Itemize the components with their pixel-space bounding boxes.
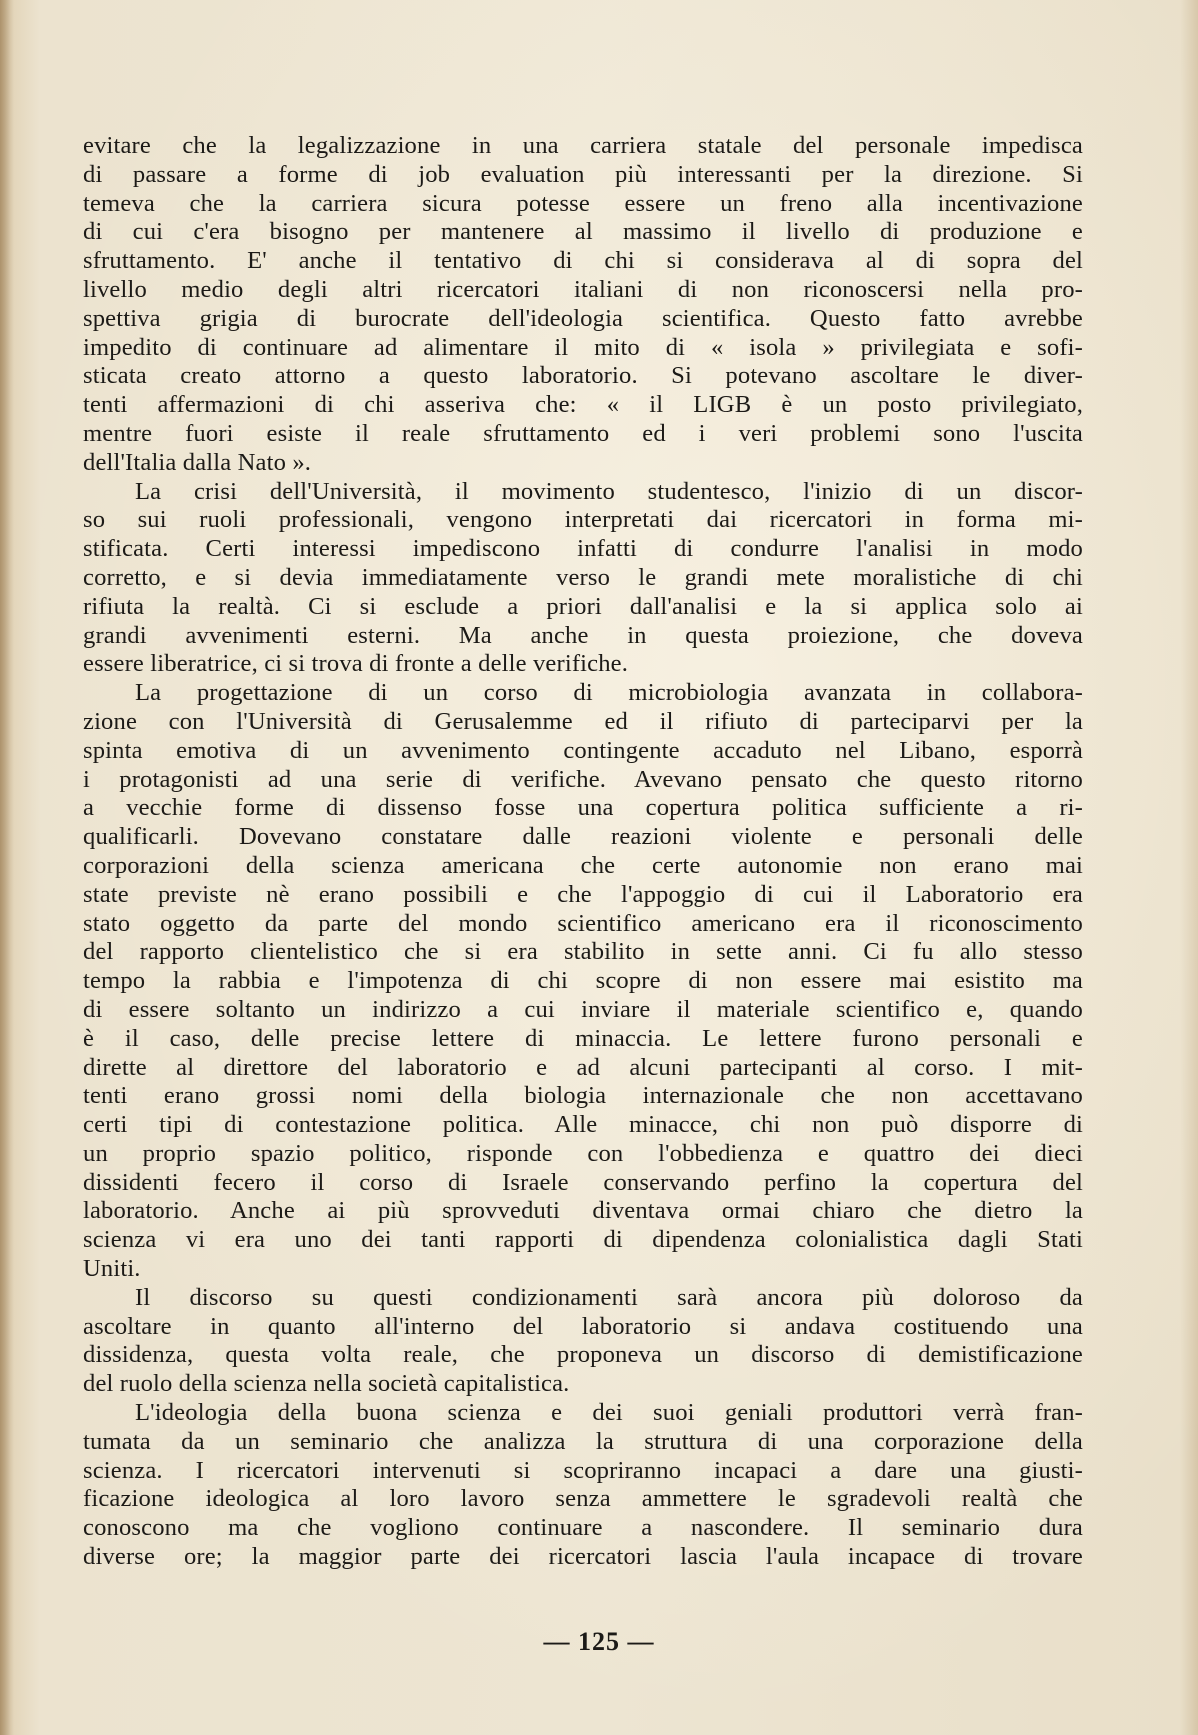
text-line: livello medio degli altri ricercatori italiani di non riconoscersi nella pro- [83, 275, 1083, 303]
text-line: scienza vi era uno dei tanti rapporti di dipendenza colonialistica dagli Stati [83, 1226, 1083, 1254]
text-line: diverse ore; la maggior parte dei ricercatori lascia l'aula incapace di trovare [83, 1543, 1083, 1571]
text-line: certi tipi di contestazione politica. Alle minacce, chi non può disporre di [83, 1111, 1083, 1139]
text-line: spettiva grigia di burocrate dell'ideologia scientifica. Questo fatto avrebbe [83, 304, 1083, 332]
text-line: temeva che la carriera sicura potesse essere un freno alla incentivazione [83, 189, 1083, 217]
text-line: tempo la rabbia e l'impotenza di chi scopre di non essere mai esistito ma [83, 967, 1083, 995]
text-line: La crisi dell'Università, il movimento studentesco, l'inizio di un discor- [135, 477, 1083, 505]
text-line: un proprio spazio politico, risponde con l'obbedienza e quattro dei dieci [83, 1139, 1083, 1167]
text-line: state previste nè erano possibili e che l'appoggio di cui il Laboratorio era [83, 880, 1083, 908]
text-line: laboratorio. Anche ai più sprovveduti diventava ormai chiaro che dietro la [83, 1197, 1083, 1225]
text-line: Il discorso su questi condizionamenti sarà ancora più doloroso da [135, 1283, 1083, 1311]
text-line: dirette al direttore del laboratorio e ad alcuni partecipanti al corso. I mit- [83, 1053, 1083, 1081]
text-line: del ruolo della scienza nella società capitalistica. [83, 1370, 570, 1398]
text-line: Uniti. [83, 1255, 141, 1283]
text-line: è il caso, delle precise lettere di minaccia. Le lettere furono personali e [83, 1024, 1083, 1052]
text-line: di essere soltanto un indirizzo a cui inviare il materiale scientifico e, quando [83, 995, 1083, 1023]
text-line: scienza. I ricercatori intervenuti si scopriranno incapaci a dare una giusti- [83, 1456, 1083, 1484]
text-line: L'ideologia della buona scienza e dei suoi geniali produttori verrà fran- [135, 1399, 1083, 1427]
text-line: corporazioni della scienza americana che certe autonomie non erano mai [83, 851, 1083, 879]
text-line: so sui ruoli professionali, vengono interpretati dai ricercatori in forma mi- [83, 506, 1083, 534]
text-line: a vecchie forme di dissenso fosse una copertura politica sufficiente a ri- [83, 794, 1083, 822]
text-line: tenti affermazioni di chi asseriva che: « il LIGB è un posto privilegiato, [83, 391, 1083, 419]
text-line: ascoltare in quanto all'interno del laboratorio si andava costituendo una [83, 1312, 1083, 1340]
text-line: spinta emotiva di un avvenimento contingente accaduto nel Libano, esporrà [83, 736, 1083, 764]
text-line: ficazione ideologica al loro lavoro senza ammettere le sgradevoli realtà che [83, 1485, 1083, 1513]
text-line: tumata da un seminario che analizza la struttura di una corporazione della [83, 1427, 1083, 1455]
text-line: La progettazione di un corso di microbiologia avanzata in collabora- [135, 679, 1083, 707]
text-line: corretto, e si devia immediatamente verso le grandi mete moralistiche di chi [83, 563, 1083, 591]
text-line: sfruttamento. E' anche il tentativo di chi si considerava al di sopra del [83, 247, 1083, 275]
text-line: essere liberatrice, ci si trova di fronte a delle verifiche. [83, 650, 629, 678]
text-line: stificata. Certi interessi impediscono infatti di condurre l'analisi in modo [83, 535, 1083, 563]
text-line: conoscono ma che vogliono continuare a nascondere. Il seminario dura [83, 1514, 1083, 1542]
text-line: rifiuta la realtà. Ci si esclude a priori dall'analisi e la si applica solo ai [83, 592, 1083, 620]
text-line: di cui c'era bisogno per mantenere al massimo il livello di produzione e [83, 218, 1083, 246]
text-line: stato oggetto da parte del mondo scientifico americano era il riconoscimento [83, 909, 1083, 937]
text-line: evitare che la legalizzazione in una carriera statale del personale impedisca [83, 132, 1083, 159]
text-line: qualificarli. Dovevano constatare dalle reazioni violente e personali delle [83, 823, 1083, 851]
page-number: — 125 — [543, 1627, 655, 1656]
text-line: dissidenza, questa volta reale, che proponeva un discorso di demistificazione [83, 1341, 1083, 1369]
text-line: impedito di continuare ad alimentare il mito di « isola » privilegiata e sofi- [83, 333, 1083, 361]
text-line: mentre fuori esiste il reale sfruttamento ed i veri problemi sono l'uscita [83, 419, 1083, 447]
text-line: di passare a forme di job evaluation più interessanti per la direzione. Si [83, 160, 1083, 188]
text-line: dell'Italia dalla Nato ». [83, 448, 312, 476]
text-line: tenti erano grossi nomi della biologia internazionale che non accettavano [83, 1082, 1083, 1110]
text-line: grandi avvenimenti esterni. Ma anche in questa proiezione, che doveva [83, 621, 1083, 649]
text-line: zione con l'Università di Gerusalemme ed il rifiuto di parteciparvi per la [83, 707, 1083, 735]
text-line: dissidenti fecero il corso di Israele conservando perfino la copertura del [83, 1168, 1083, 1196]
text-line: del rapporto clientelistico che si era stabilito in sette anni. Ci fu allo stesso [83, 938, 1083, 966]
body-text [83, 132, 1083, 1572]
text-line: sticata creato attorno a questo laboratorio. Si potevano ascoltare le diver- [83, 362, 1083, 390]
text-line: i protagonisti ad una serie di verifiche. Avevano pensato che questo ritorno [83, 765, 1083, 793]
book-spine-shadow [0, 0, 14, 1735]
